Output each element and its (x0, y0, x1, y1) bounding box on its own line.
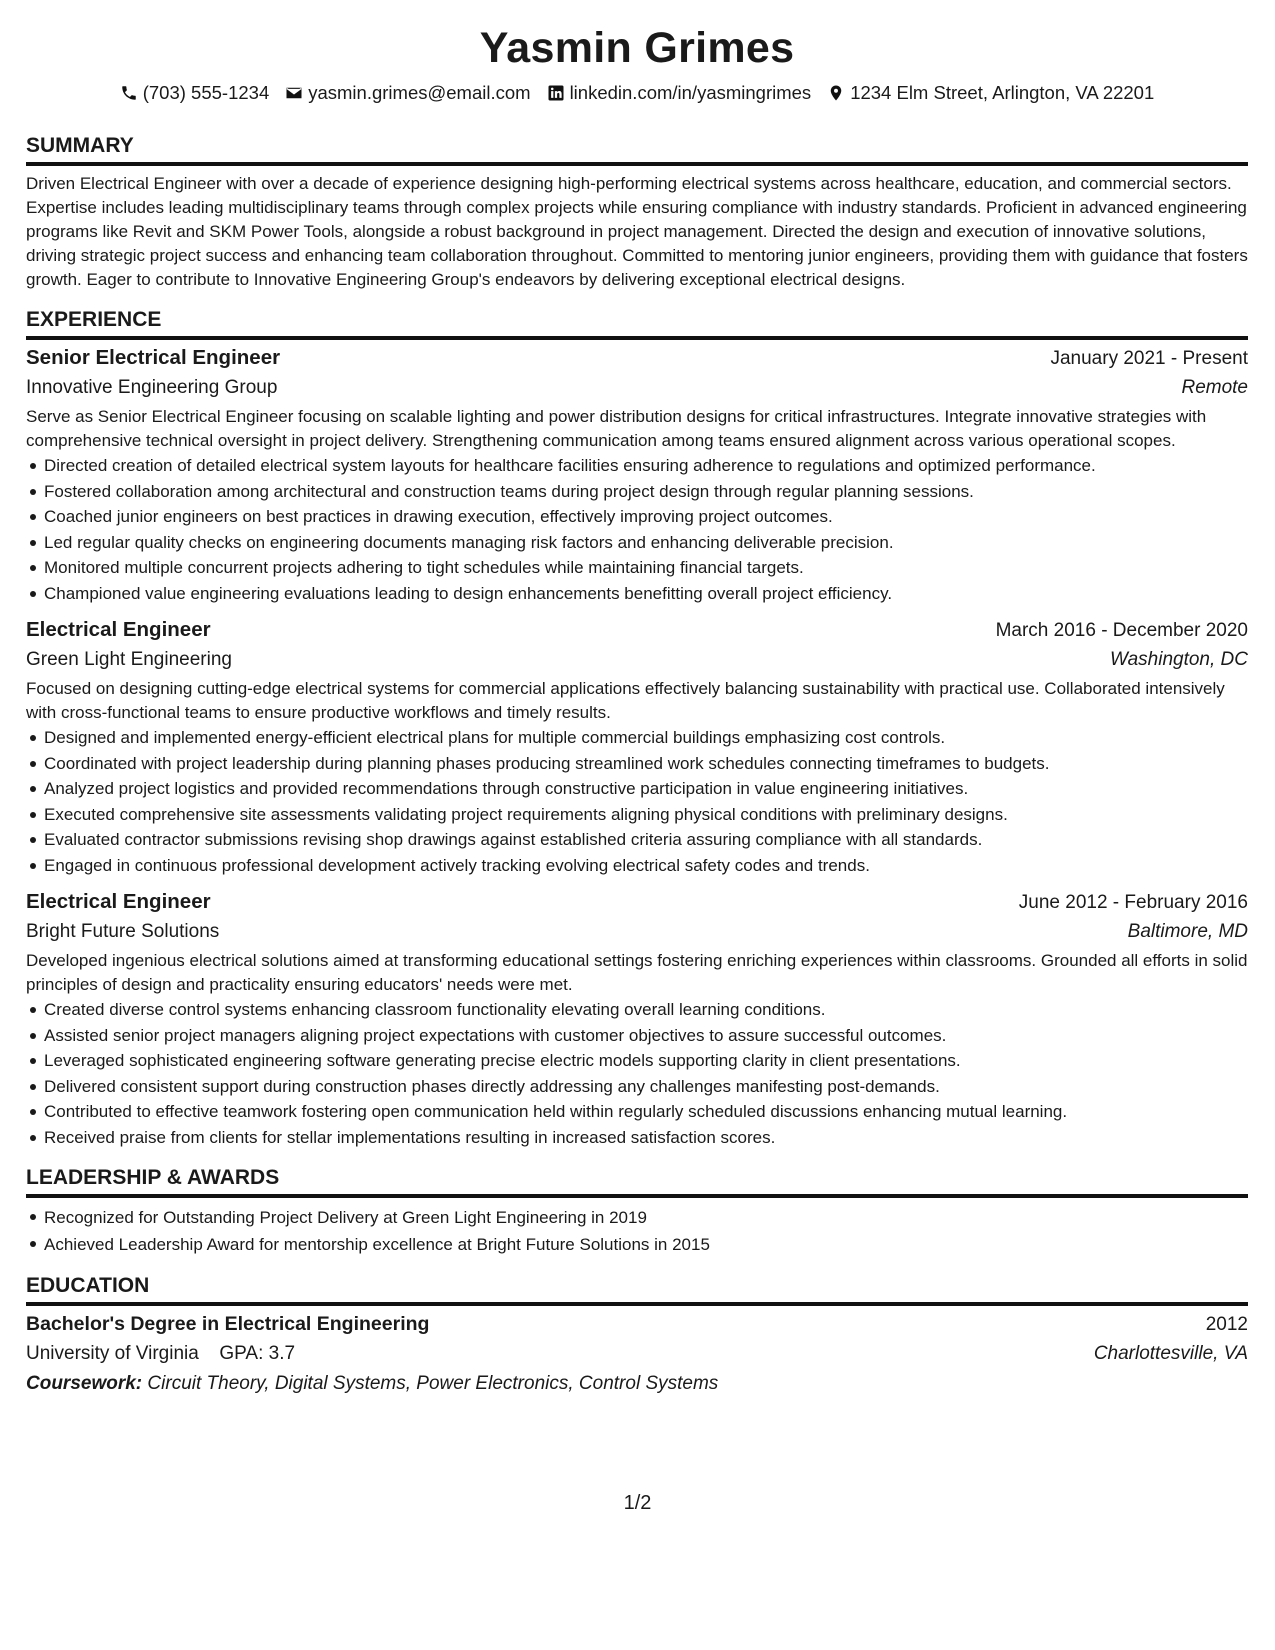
school-info (26, 1339, 295, 1369)
degree: Bachelor's Degree in Electrical Engineering (26, 1313, 430, 1335)
envelope-icon (285, 84, 303, 102)
contact-bar (26, 80, 1248, 106)
job-subheader (26, 373, 1248, 403)
phone-icon (120, 84, 138, 102)
candidate-name: Yasmin Grimes (479, 24, 795, 72)
job-location: Baltimore, MD (1127, 921, 1248, 942)
job-dates: March 2016 - December 2020 (995, 620, 1248, 641)
job-dates: June 2012 - February 2016 (1018, 892, 1248, 913)
job-description: Developed ingenious electrical solutions aimed at transforming educational settings fostering enriching experiences within classrooms. Grounded all efforts in solid principles of design and practicality ensuring educators' needs were met. (26, 951, 1248, 994)
coursework-text: Circuit Theory, Digital Systems, Power Electronics, Control Systems (147, 1373, 719, 1394)
job-header (26, 615, 1248, 645)
list-item: Created diverse control systems enhancing classroom functionality elevating overall learning conditions. (44, 997, 1248, 1023)
list-item: Directed creation of detailed electrical system layouts for healthcare facilities ensuring adherence to regulations and optimized performance. (44, 453, 1248, 479)
job-bullets (26, 725, 1248, 878)
list-item: Coached junior engineers on best practices in drawing execution, effectively improving project outcomes. (44, 504, 1248, 530)
section-title-experience: EXPERIENCE (26, 306, 1248, 340)
list-item: Delivered consistent support during construction phases directly addressing any challenges manifesting post-demands. (44, 1074, 1248, 1100)
list-item: Led regular quality checks on engineering documents managing risk factors and enhancing deliverable precision. (44, 530, 1248, 556)
leadership-section (26, 1164, 1248, 1258)
job-title: Senior Electrical Engineer (26, 346, 281, 369)
summary-text: Driven Electrical Engineer with over a decade of experience designing high-performing electrical systems across healthcare, education, and commercial sectors. Expertise includes leading multidisciplinary teams through complex projects while ensuring compliance with industry standards. Proficient in advanced engineering programs like Revit and SKM Power Tools, alongside a robust background in project management. Directed the design and execution of innovative solutions, driving strategic project success and enhancing team collaboration throughout. Committed to mentoring junior engineers, providing them with guidance that fosters growth. Eager to contribute to Innovative Engineering Group's endeavors by delivering exceptional electrical designs. (26, 174, 1248, 289)
job-subheader (26, 645, 1248, 675)
address-text: 1234 Elm Street, Arlington, VA 22201 (850, 82, 1155, 103)
job-header (26, 887, 1248, 917)
list-item: Assisted senior project managers aligning project expectations with customer objectives to assure successful outcomes. (44, 1023, 1248, 1049)
gpa: GPA: 3.7 (219, 1343, 296, 1364)
experience-section (26, 306, 1248, 1150)
list-item: Fostered collaboration among architectural and construction teams during project design through regular planning sessions. (44, 479, 1248, 505)
list-item: Recognized for Outstanding Project Delivery at Green Light Engineering in 2019 (44, 1204, 1248, 1231)
list-item: Designed and implemented energy-efficient electrical plans for multiple commercial buildings emphasizing cost controls. (44, 725, 1248, 751)
summary-section (26, 132, 1248, 292)
job-description: Focused on designing cutting-edge electrical systems for commercial applications effectively balancing sustainability with practical use. Collaborated intensively with cross-functional teams to ensure productive workflows and timely results. (26, 679, 1225, 722)
list-item: Coordinated with project leadership during planning phases producing streamlined work schedules connecting timeframes to budgets. (44, 751, 1248, 777)
job-location: Washington, DC (1110, 649, 1248, 670)
list-item: Monitored multiple concurrent projects adhering to tight schedules while maintaining financial targets. (44, 555, 1248, 581)
contact-phone (120, 82, 270, 104)
linkedin-icon (547, 84, 565, 102)
list-item: Leveraged sophisticated engineering software generating precise electric models supporting clarity in client presentations. (44, 1048, 1248, 1074)
list-item: Achieved Leadership Award for mentorship excellence at Bright Future Solutions in 2015 (44, 1231, 1248, 1258)
job-company: Green Light Engineering (26, 649, 232, 670)
graduation-year: 2012 (1205, 1314, 1248, 1335)
phone-text: (703) 555-1234 (142, 82, 270, 103)
list-item: Engaged in continuous professional development actively tracking evolving electrical safety codes and trends. (44, 853, 1248, 879)
job-company: Innovative Engineering Group (26, 377, 278, 398)
education-section (26, 1272, 1248, 1398)
school-name: University of Virginia (26, 1343, 199, 1364)
job-subheader (26, 917, 1248, 947)
coursework-line (26, 1369, 1248, 1398)
awards-list (26, 1204, 1248, 1258)
section-title-summary: SUMMARY (26, 132, 1248, 166)
job-entry (26, 887, 1248, 1150)
section-title-leadership: LEADERSHIP & AWARDS (26, 1164, 1248, 1198)
job-location: Remote (1181, 377, 1248, 398)
contact-address (827, 82, 1154, 104)
job-company: Bright Future Solutions (26, 921, 220, 942)
page-number: 1/2 (623, 1492, 652, 1514)
contact-linkedin[interactable] (547, 82, 812, 104)
coursework-label: Coursework: (26, 1373, 143, 1394)
job-dates: January 2021 - Present (1050, 348, 1248, 369)
map-pin-icon (827, 84, 845, 102)
list-item: Executed comprehensive site assessments validating project requirements aligning physical conditions with preliminary designs. (44, 802, 1248, 828)
job-title: Electrical Engineer (26, 890, 211, 913)
list-item: Evaluated contractor submissions revising shop drawings against established criteria assuring compliance with all standards. (44, 827, 1248, 853)
job-entry (26, 343, 1248, 606)
email-link[interactable]: yasmin.grimes@email.com (308, 82, 531, 103)
school-location: Charlottesville, VA (1093, 1343, 1248, 1364)
education-subheader (26, 1339, 1248, 1369)
linkedin-link[interactable]: linkedin.com/in/yasmingrimes (569, 82, 812, 103)
list-item: Received praise from clients for stellar implementations resulting in increased satisfaction scores. (44, 1125, 1248, 1151)
list-item: Contributed to effective teamwork fostering open communication held within regularly scheduled discussions enhancing mutual learning. (44, 1099, 1248, 1125)
education-header (26, 1309, 1248, 1339)
job-bullets (26, 453, 1248, 606)
job-title: Electrical Engineer (26, 618, 211, 641)
resume-page (26, 0, 1248, 1398)
job-description: Serve as Senior Electrical Engineer focusing on scalable lighting and power distribution designs for critical infrastructures. Integrate innovative strategies with comprehensive technical oversight in project delivery. Strengthening communication among teams ensured alignment across various operational scopes. (26, 407, 1207, 450)
list-item: Championed value engineering evaluations leading to design enhancements benefitting overall project efficiency. (44, 581, 1248, 607)
list-item: Analyzed project logistics and provided recommendations through constructive participation in value engineering initiatives. (44, 776, 1248, 802)
job-entry (26, 615, 1248, 878)
section-title-education: EDUCATION (26, 1272, 1248, 1306)
job-bullets (26, 997, 1248, 1150)
contact-email[interactable] (285, 82, 530, 104)
job-header (26, 343, 1248, 373)
